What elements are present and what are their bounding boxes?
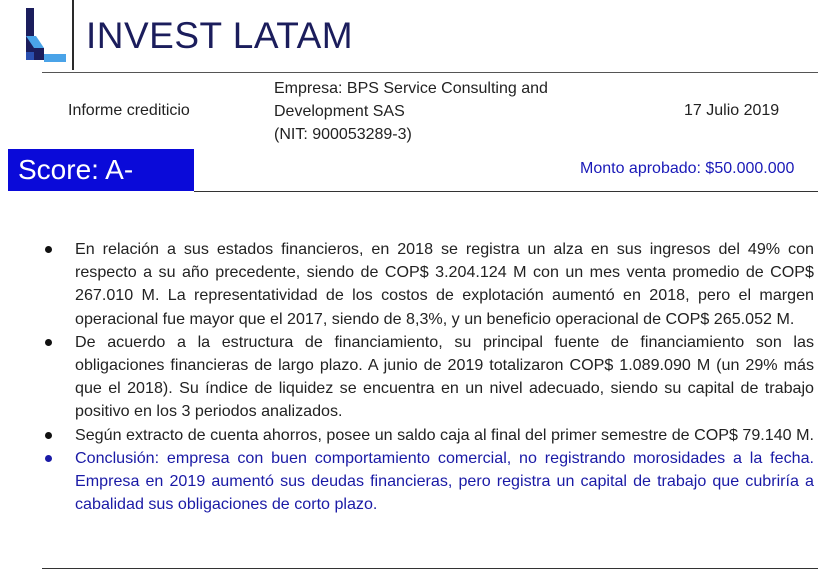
company-line: Development SAS <box>274 103 405 120</box>
findings-list <box>42 238 814 516</box>
score-divider <box>194 191 818 192</box>
report-type: Informe crediticio <box>68 102 190 119</box>
logo-divider <box>72 0 74 70</box>
score-label: Score: A- <box>18 154 134 185</box>
footer-divider <box>42 568 818 569</box>
approved-amount: Monto aprobado: $50.000.000 <box>580 160 795 177</box>
list-item <box>42 238 814 331</box>
finding-text: Según extracto de cuenta ahorros, posee un saldo caja al final del primer semestre de COP$ 79.140 M. <box>75 425 814 444</box>
brand-name: INVEST LATAM <box>86 15 354 56</box>
conclusion-item <box>42 447 814 517</box>
company-line: Empresa: BPS Service Consulting and <box>274 80 548 97</box>
bullet-icon <box>45 246 52 253</box>
list-item <box>42 424 814 447</box>
header-divider <box>42 72 818 73</box>
company-nit: (NIT: 900053289-3) <box>274 126 412 143</box>
finding-text: De acuerdo a la estructura de financiamiento, su principal fuente de financiamiento son las obligaciones financieras de largo plazo. A junio de 2019 totalizaron COP$ 1.089.090 M (un 29% más que el 2018). Su índice de liquidez se encuentra en un nivel adecuado, siendo su capital de trabajo positivo en los 3 periodos analizados. <box>75 332 814 421</box>
finding-text: En relación a sus estados financieros, en 2018 se registra un alza en sus ingresos del 49% con respecto a su año precedente, siendo de COP$ 3.204.124 M con un mes venta promedio de COP$ 267.010 M. La representatividad de los costos de explotación aumentó en 2018, pero el margen operacional fue mayor que el 2017, siendo de 8,3%, y un beneficio operacional de COP$ 265.052 M. <box>75 240 814 328</box>
bullet-icon <box>45 432 52 439</box>
company-info <box>274 77 594 146</box>
conclusion-text: Conclusión: empresa con buen comportamiento comercial, no registrando morosidades a la fecha. Empresa en 2019 aumentó sus deudas financieras, pero registra un capital de trabajo que cubriría a cabalidad sus obligaciones de corto plazo. <box>75 448 814 514</box>
report-date: 17 Julio 2019 <box>684 102 780 119</box>
invest-latam-logo-icon <box>22 6 68 68</box>
bullet-icon <box>45 455 52 462</box>
bullet-icon <box>45 339 52 346</box>
list-item <box>42 331 814 424</box>
